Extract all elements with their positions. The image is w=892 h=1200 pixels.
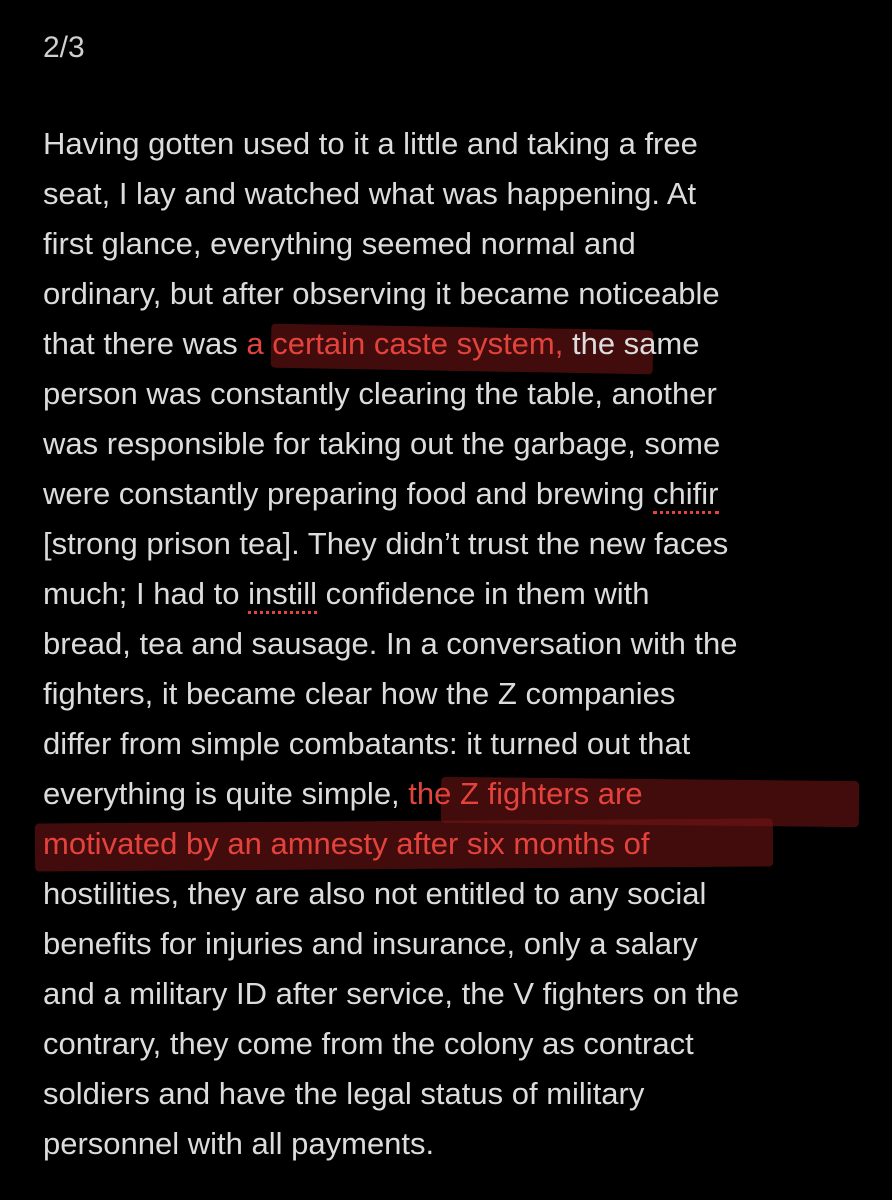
text-line xyxy=(43,269,858,319)
text-line xyxy=(43,219,858,269)
text-line xyxy=(43,1019,858,1069)
text-line xyxy=(43,669,858,719)
line-text: personnel with all payments. xyxy=(43,1126,435,1161)
line-text: were constantly preparing food and brewing xyxy=(43,476,654,511)
highlighted-phrase: the Z fighters are xyxy=(408,776,643,811)
line-text: bread, tea and sausage. In a conversation with the xyxy=(43,626,738,661)
line-text: first glance, everything seemed normal and xyxy=(43,226,636,261)
text-line xyxy=(43,1119,858,1169)
line-text: everything is quite simple, xyxy=(43,776,409,811)
line-text: was responsible for taking out the garbage, some xyxy=(43,426,721,461)
text-line xyxy=(43,469,858,519)
text-line xyxy=(43,869,858,919)
line-text: Having gotten used to it a little and taking a free xyxy=(43,126,698,161)
line-text: person was constantly clearing the table, another xyxy=(43,376,717,411)
line-text: and a military ID after service, the V fighters on the xyxy=(43,976,740,1011)
text-line xyxy=(43,169,858,219)
line-text: the same xyxy=(563,326,700,361)
line-text: hostilities, they are also not entitled to any social xyxy=(43,876,707,911)
text-line xyxy=(43,369,858,419)
line-text: seat, I lay and watched what was happening. At xyxy=(43,176,697,211)
line-text: ordinary, but after observing it became noticeable xyxy=(43,276,720,311)
page-number: 2/3 xyxy=(43,31,85,64)
text-line xyxy=(43,719,858,769)
text-line xyxy=(43,319,858,369)
text-line xyxy=(43,919,858,969)
text-line xyxy=(43,769,858,819)
text-line xyxy=(43,119,858,169)
line-text: benefits for injuries and insurance, only a salary xyxy=(43,926,698,961)
text-line xyxy=(43,419,858,469)
line-text: contrary, they come from the colony as contract xyxy=(43,1026,694,1061)
line-text: [strong prison tea]. They didn’t trust the new faces xyxy=(43,526,729,561)
text-line xyxy=(43,569,858,619)
text-line xyxy=(43,619,858,669)
text-line xyxy=(43,519,858,569)
post-body-text xyxy=(43,119,858,1169)
text-line xyxy=(43,819,858,869)
line-text: fighters, it became clear how the Z companies xyxy=(43,676,676,711)
line-text: differ from simple combatants: it turned out that xyxy=(43,726,691,761)
highlighted-phrase: a certain caste system, xyxy=(246,326,564,361)
text-line xyxy=(43,969,858,1019)
line-text: confidence in them with xyxy=(316,576,650,611)
spellcheck-underlined-word[interactable]: chifir xyxy=(653,476,718,514)
spellcheck-underlined-word[interactable]: instill xyxy=(248,576,317,614)
line-text: that there was xyxy=(43,326,247,361)
line-text: much; I had to xyxy=(43,576,249,611)
line-text: soldiers and have the legal status of military xyxy=(43,1076,645,1111)
highlighted-phrase: motivated by an amnesty after six months of xyxy=(43,826,650,861)
text-line xyxy=(43,1069,858,1119)
